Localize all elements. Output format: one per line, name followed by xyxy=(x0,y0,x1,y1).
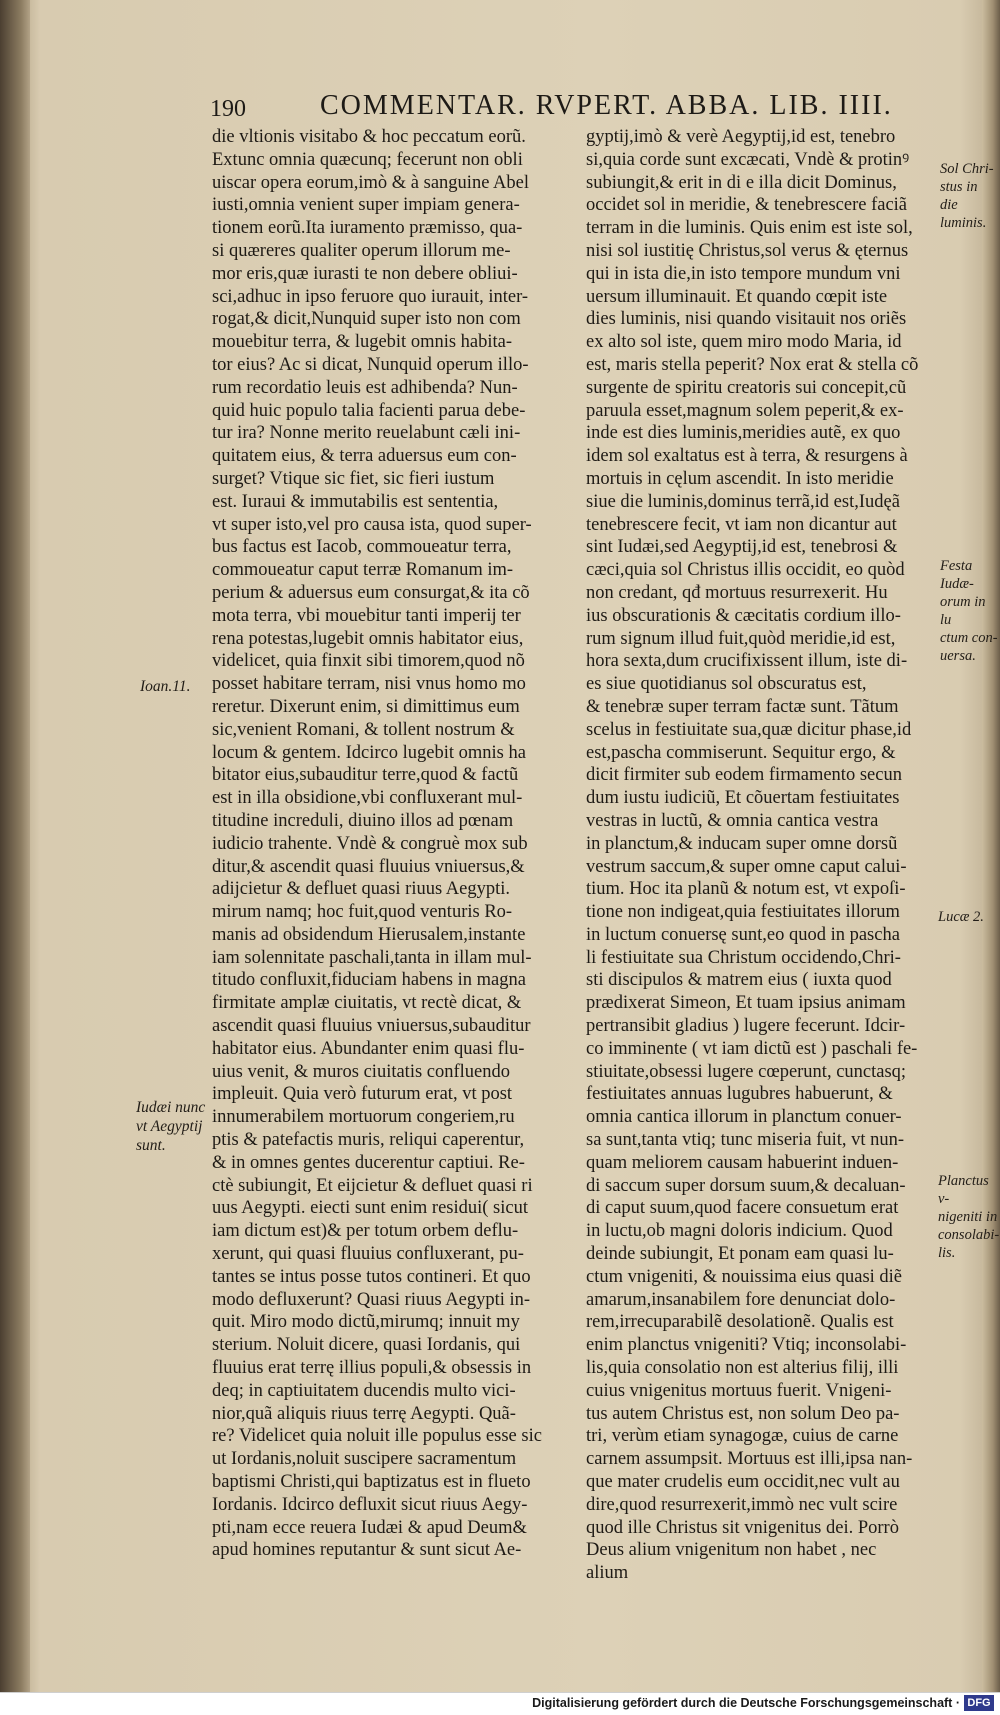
dfg-logo: DFG xyxy=(964,1695,994,1711)
digitization-footer xyxy=(0,1692,1000,1715)
book-binding xyxy=(0,0,30,1715)
page-header xyxy=(210,90,950,126)
marginal-note-sol: Sol Chri- stus in die luminis. xyxy=(940,161,994,231)
page-edge xyxy=(982,0,1000,1715)
marginal-note-festa: Festa Iudæ- orum in lu ctum con- uersa. xyxy=(940,558,998,664)
marginal-note-iudaei: Iudæi nunc vt Aegyptij sunt. xyxy=(136,1099,206,1154)
marginal-note-luca: Lucæ 2. xyxy=(938,909,984,925)
text-column-left: die vltionis visitabo & hoc peccatum eorũ. Extunc omnia quæcunq; fecerunt non obli uiscar opera eorum,imò & à sanguine Abel iusti,omnia venient super impiam genera- tionem eorũ.Ita iuramento præmisso, qua- si quæreres qualiter operum illorum me- mor eris,quæ iurasti te non debere obliui- sci,adhuc in ipso feruore quo iurauit, inter- rogat,& dicit,Nunquid super isto non com mouebitur terra, & lugebit omnis habita- tor eius? Ac si dicat, Nunquid operum illo- rum recordatio leuis est adhibenda? Nun- quid huic populo talia facienti parua debe- tur ira? Nonne merito reuelabunt cæli ini- quitatem eius, & terra aduersus eum con- surget? Vtique sic fiet, sic fieri iustum est. Iuraui & immutabilis est sententia, vt super isto,vel pro causa ista, quod super- bus factus est Iacob, commoueatur terra, commoueatur caput terræ Romanum im- perium & aduersus eum consurgat,& ita cõ mota terra, vbi mouebitur tanti imperij ter rena potestas,lugebit omnis habitator eius, videlicet, quia finxit sibi timorem,quod nõ posset habitare terram, nisi vnus homo mo reretur. Dixerunt enim, si dimittimus eum sic,venient Romani, & tollent nostrum & locum & gentem. Idcirco lugebit omnis ha bitator eius,subauditur terre,quod & factũ est in illa obsidione,vbi confluxerant mul- titudine increduli, diuino illos ad pœnam iudicio trahente. Vndè & congruè mox sub ditur,& ascendit quasi fluuius vniuersus,& adijcietur & defluet quasi riuus Aegypti. mirum namq; hoc fuit,quod venturis Ro- manis ad obsidendum Hierusalem,instante iam solennitate paschali,tanta in illam mul- titudo confluxit,fiduciam habens in magna firmitate amplæ ciuitatis, vt rectè dicat, & ascendit quasi fluuius vniuersus,subauditur habitator eius. Abundanter enim quasi flu- uius venit, & muros ciuitatis confluendo impleuit. Quia verò futurum erat, vt post innumerabilem mortuorum congeriem,ru ptis & patefactis muris, reliqui caperentur, & in omnes gentes ducerentur captiui. Re- ctè subiungit, Et eijcietur & defluet quasi ri uus Aegypti. eiecti sunt enim residui( sicut iam dictum est)& per totum orbem deflu- xerunt, qui quasi fluuius confluxerant, pu- tantes se intus posse tutos contineri. Et quo modo defluxerunt? Quasi riuus Aegypti in- quit. Miro modo dictũ,mirumq; innuit my sterium. Noluit dicere, quasi Iordanis, qui fluuius erat terrę illius populi,& obsessis in deq; in captiuitatem ducendis multo vici- nior,quã aliquis riuus terrę Aegypti. Quã- re? Videlicet quia noluit ille populus esse sic ut Iordanis,noluit suscipere sacramentum baptismi Christi,qui baptizatus est in flueto Iordanis. Idcirco defluxit sicut riuus Aegy- pti,nam ecce reuera Iudæi & apud Deum& apud homines reputantur & sunt sicut Ae- xyxy=(212,127,542,1561)
marginal-note-ioan: Ioan.11. xyxy=(140,678,191,695)
marginal-note-planctus: Planctus v- nigeniti in consolabi- lis. xyxy=(938,1173,1000,1261)
page-number: 190 xyxy=(210,96,246,122)
funding-notice: Digitalisierung gefördert durch die Deutsche Forschungsgemeinschaft · xyxy=(532,1696,960,1710)
text-column-right: gyptij,imò & verè Aegyptij,id est, tenebro si,quia corde sunt excæcati, Vndè & protinꝰ subiungit,& erit in di e illa dicit Dominus, occidet sol in meridie, & tenebrescere faciã terram in die luminis. Quis enim est iste sol, nisi sol iustitię Christus,sol verus & ęternus qui in ista die,in isto tempore mundum vni uersum illuminauit. Et quando cœpit iste dies luminis, nisi quando visitauit nos oriẽs ex alto sol iste, quem miro modo Maria, id est, maris stella peperit? Nox erat & stella cõ surgente de spiritu creatoris sui concepit,cũ paruula esset,magnum solem peperit,& ex- inde est dies luminis,meridies autẽ, ex quo idem sol exaltatus est à terra, & resurgens à mortuis in cęlum ascendit. In isto meridie siue die luminis,dominus terrã,id est,Iudęã tenebrescere fecit, vt iam non dicantur aut sint Iudæi,sed Aegyptij,id est, tenebrosi & cæci,quia sol Christus illis occidit, eo quòd non credant, qđ mortuus resurrexerit. Hu ius obscurationis & cæcitatis cordium illo- rum signum illud fuit,quòd meridie,id est, hora sexta,dum crucifixissent illum, iste di- es siue quotidianus sol obscuratus est, & tenebræ super terram factæ sunt. Tãtum scelus in festiuitate sua,quæ dicitur phase,id est,pascha commiserunt. Sequitur ergo, & dicit firmiter sub eodem firmamento secun dum iustu iudiciũ, Et cõuertam festiuitates vestras in luctũ, & omnia cantica vestra in planctum,& inducam super omne dorsũ vestrum saccum,& super omne caput calui- tium. Hoc ita planũ & notum est, vt expoſi- tione non indigeat,quia festiuitates illorum in luctum conuersę sunt,eo quod in pascha li festiuitate sua Christum occidendo,Chri- sti discipulos & matrem eius ( iuxta quod prædixerat Simeon, Et tuam ipsius animam pertransibit gladius ) lugere fecerunt. Idcir- co imminente ( vt iam dictũ est ) paschali fe- stiuitate,obsessi lugere cœperunt, cunctasq; festiuitates annuas lugubres habuerunt, & omnia cantica illorum in planctum conuer- sa sunt,tanta vtiq; tunc miseria fuit, vt nun- quam meliorem causam habuerint induen- di saccum super dorsum suum,& decaluan- di caput suum,quod facere consuetum erat in luctu,ob magni doloris indicium. Quod deinde subiungit, Et ponam eam quasi lu- ctum vnigeniti, & nouissima eius quasi diẽ amarum,insanabilem fore denunciat dolo- rem,irrecuparabilẽ desolationẽ. Qualis est enim planctus vnigeniti? Vtiq; inconsolabi- lis,quia consolatio non est alterius filij, illi cuius vnigenitus mortuus fuerit. Vnigeni- tus autem Christus est, non solum Deo pa- tri, verùm etiam synagogæ, cuius de carne carnem assumpsit. Mortuus est illi,ipsa nan- que mater crudelis eum occidit,nec vult au dire,quod resurrexerit,immò nec vult scire quod ille Christus sit vnigenitus dei. Porrò Deus alium vnigenitum non habet , nec alium xyxy=(586,127,919,1584)
running-title: COMMENTAR. RVPERT. ABBA. LIB. IIII. xyxy=(320,90,893,121)
